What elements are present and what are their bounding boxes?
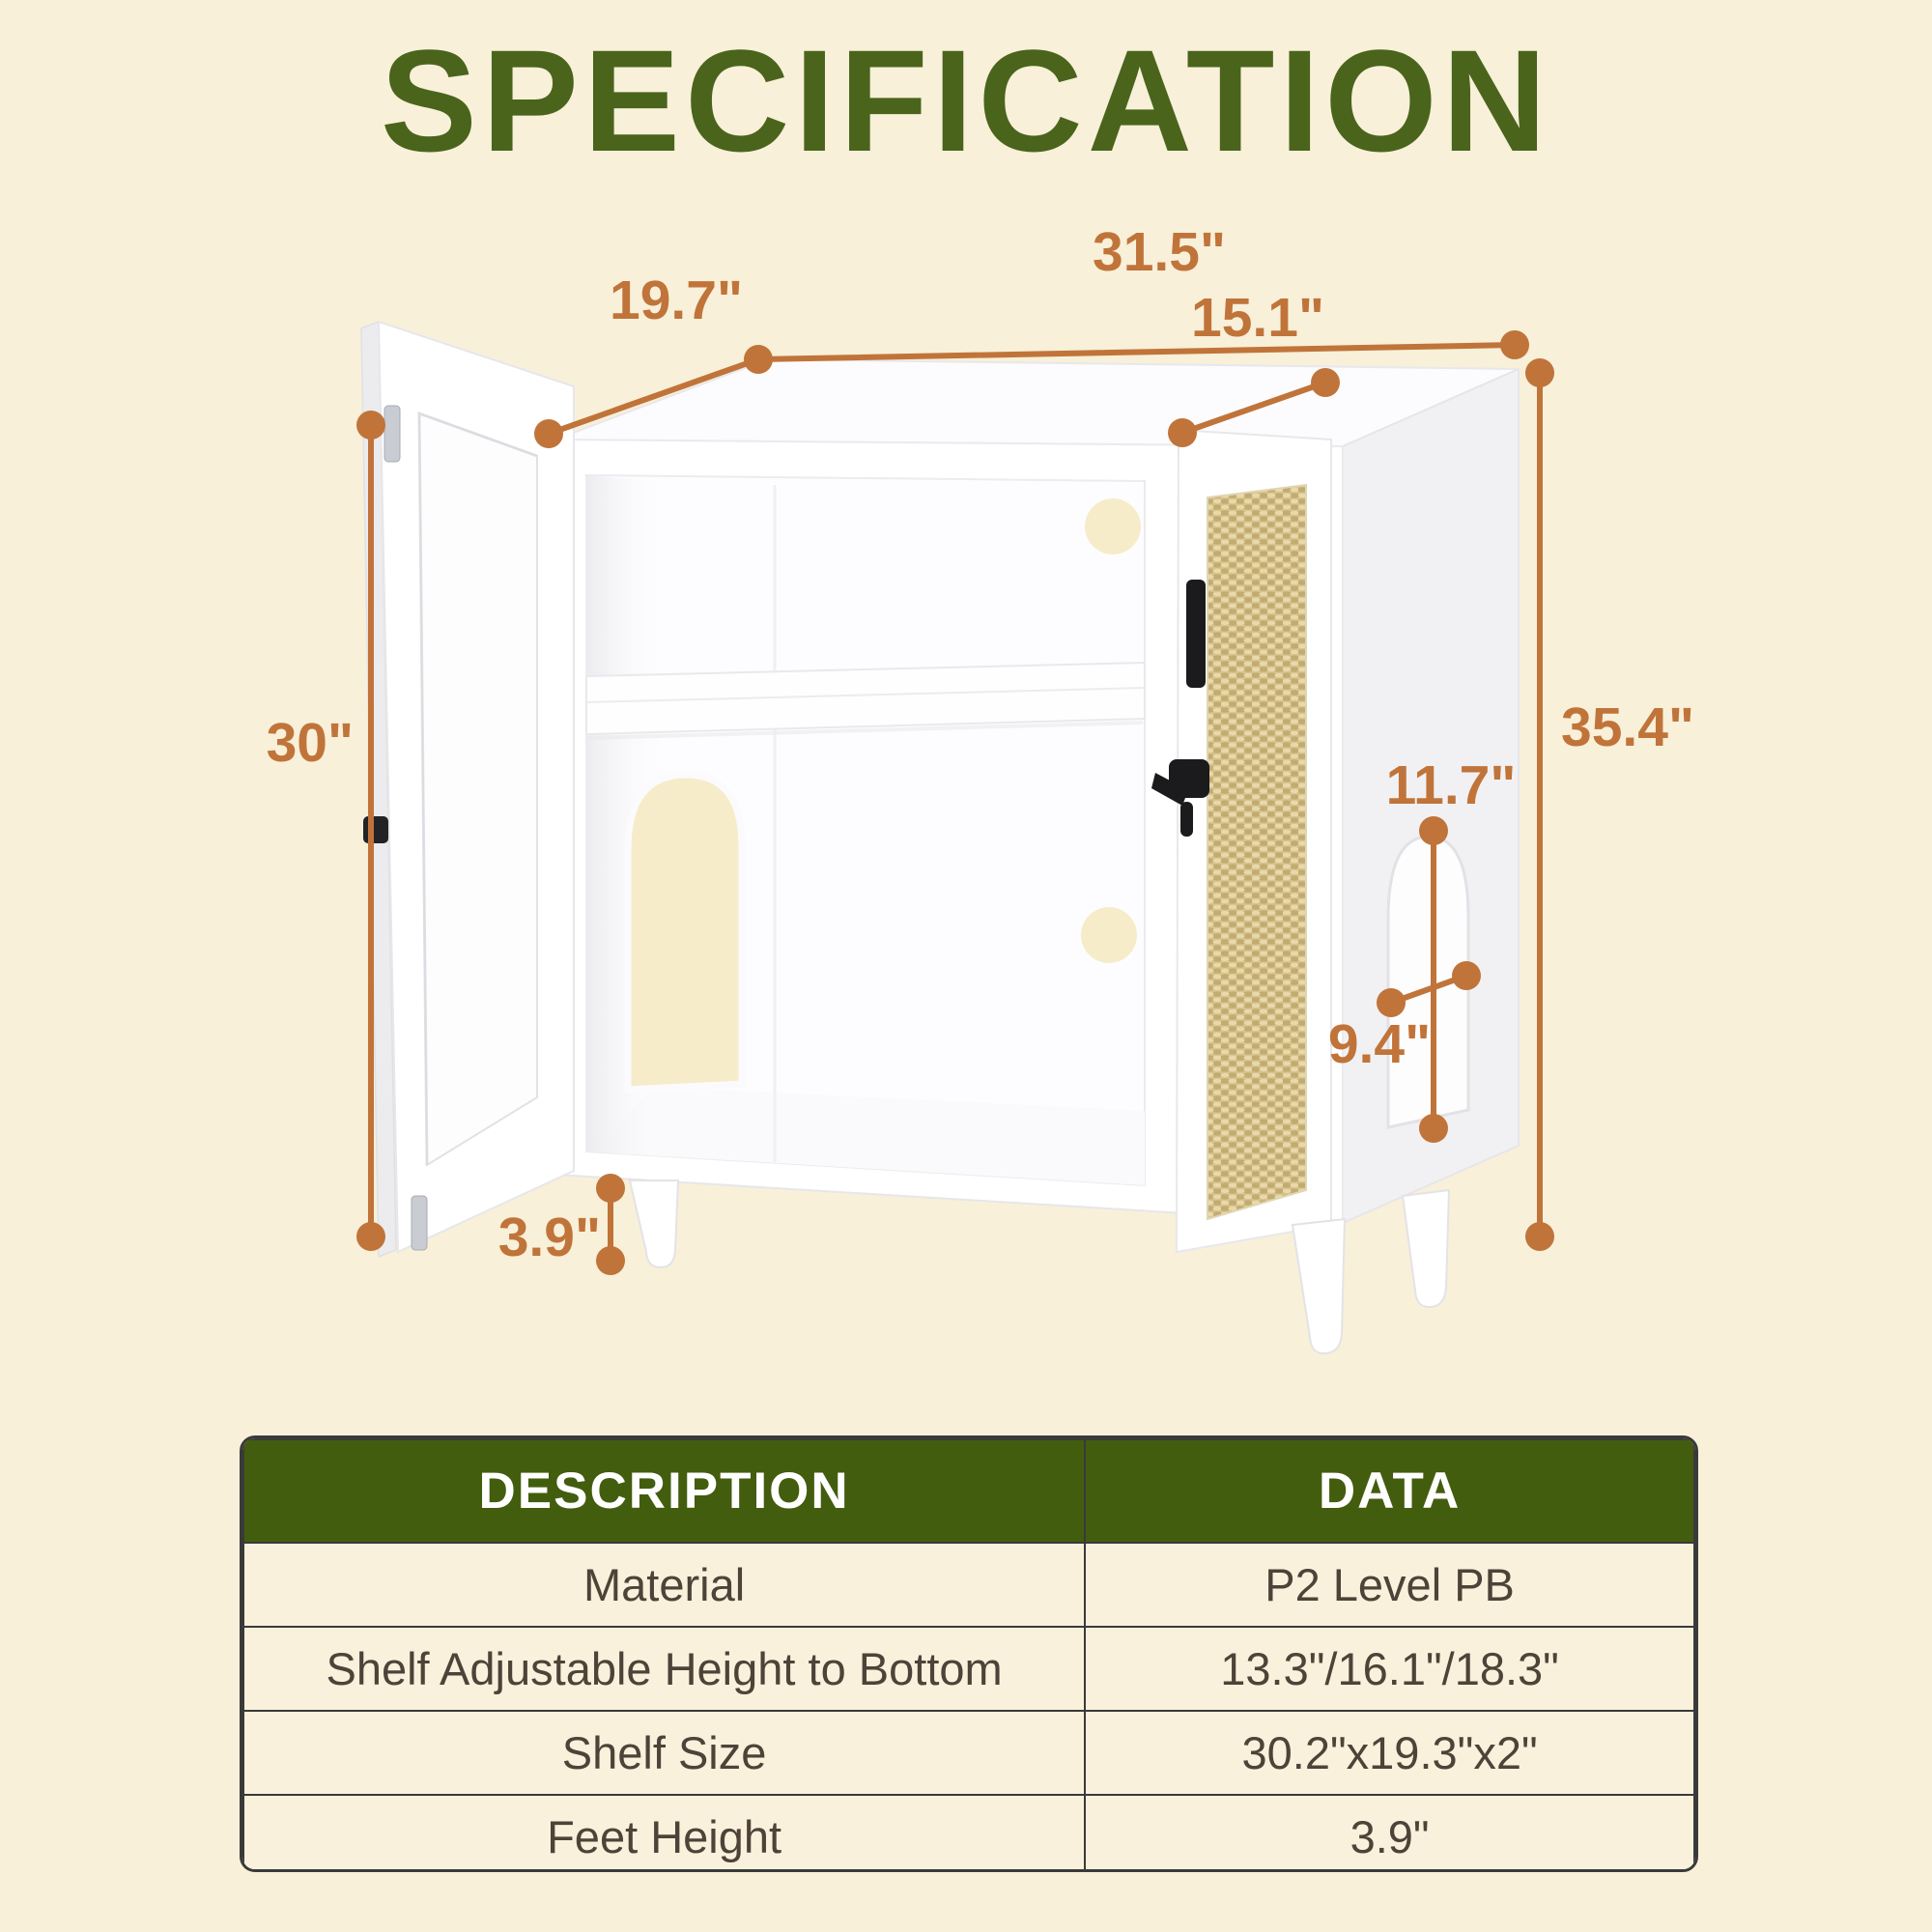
interior-arch-opening [628, 775, 742, 1090]
cell-label: Shelf Size [243, 1711, 1085, 1795]
door-handle [1186, 580, 1206, 688]
table-row-feet-height [243, 1795, 1694, 1872]
specification-table [240, 1435, 1698, 1872]
door-hinge-bottom [412, 1196, 427, 1250]
dim-label-side-opening-width: 9.4" [1327, 1013, 1432, 1075]
dim-label-overall-height: 35.4" [1561, 696, 1694, 758]
cell-value: 30.2"x19.3"x2" [1085, 1711, 1694, 1795]
dim-label-door-height: 30" [266, 712, 354, 774]
cell-label: Material [243, 1543, 1085, 1627]
open-door-recessed-panel [419, 413, 537, 1165]
dim-label-side-opening-height: 11.7" [1385, 754, 1517, 816]
back-panel-hole-lower [1081, 907, 1137, 963]
table-row-shelf-size [243, 1711, 1694, 1795]
leg-front-right [1293, 1219, 1345, 1353]
cell-value: 13.3"/16.1"/18.3" [1085, 1627, 1694, 1711]
door-catch [363, 816, 388, 843]
dim-label-feet-height: 3.9" [497, 1207, 601, 1268]
cell-value: 3.9" [1085, 1795, 1694, 1872]
dim-label-door-width: 15.1" [1191, 287, 1324, 349]
cabinet-illustration [361, 322, 1519, 1353]
leg-back-right [1403, 1190, 1449, 1307]
open-left-door [361, 322, 574, 1257]
table-row-shelf-height [243, 1627, 1694, 1711]
dim-line-top-width [758, 345, 1515, 359]
header-description: DESCRIPTION [243, 1439, 1085, 1543]
back-panel-hole-upper [1085, 498, 1141, 554]
table-row-material [243, 1543, 1694, 1627]
cell-label: Feet Height [243, 1795, 1085, 1872]
page-title: SPECIFICATION [380, 19, 1552, 182]
door-hinge-top [384, 406, 400, 462]
dim-label-top-width: 31.5" [1093, 221, 1226, 283]
cell-value: P2 Level PB [1085, 1543, 1694, 1627]
rattan-door-cane-panel [1208, 485, 1306, 1219]
table-header-row [243, 1439, 1694, 1543]
header-data: DATA [1085, 1439, 1694, 1543]
leg-front-left [630, 1180, 678, 1267]
cell-label: Shelf Adjustable Height to Bottom [243, 1627, 1085, 1711]
dim-label-top-depth: 19.7" [610, 270, 743, 331]
rattan-door [1151, 430, 1331, 1252]
